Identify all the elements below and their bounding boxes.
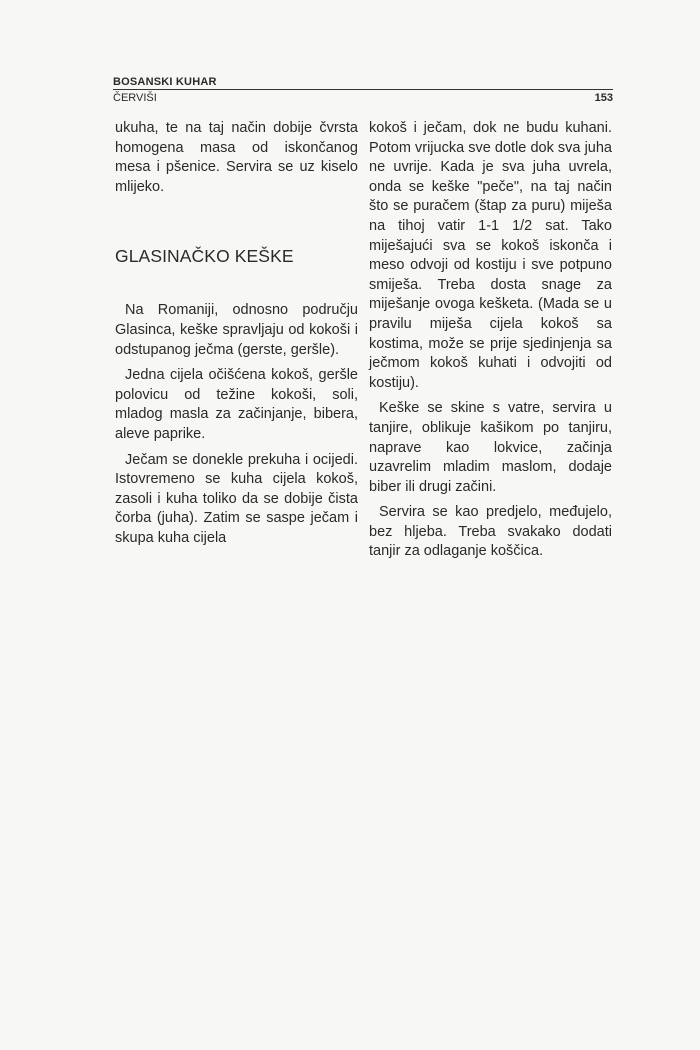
running-title: BOSANSKI KUHAR <box>113 76 217 88</box>
paragraph: Servira se kao predjelo, međujelo, bez hljeba. Treba svakako dodati tanjir za odlaganje koščica. <box>369 504 612 560</box>
paragraph: Na Romaniji, odnosno području Glasinca, keške spravljaju od kokoši i odstupanog ječma (gerste, geršle). <box>115 302 358 358</box>
page-header <box>113 76 613 104</box>
right-column <box>369 119 612 562</box>
paragraph: Jedna cijela očišćena kokoš, geršle polovicu od težine kokoši, soli, mladog masla za začinjanje, bibera, aleve paprike. <box>115 367 358 442</box>
recipe-heading: GLASINAČKO KEŠKE <box>115 246 294 267</box>
paragraph: kokoš i ječam, dok ne budu kuhani. Potom vrijucka sve dotle dok sva juha ne uvrije. Kada je sva juha uvrela, onda se keške "peče", na taj način što se puračem (štap za puru) miješa na tihoj vatir 1-1 1/2 sat. Tako miješajući sva se kokoš iskonča i meso odvoji od kostiju i sve potpuno smiješa. Treba dosta snage za miješanje ovoga kešketa. (Mada se u pravilu miješa cijela kokoš sa kostima, može se prije sjedinjenja sa ječmom kokoš kuhati i odvojiti od kostiju). <box>369 120 612 391</box>
paragraph: Keške se skine s vatre, servira u tanjire, oblikuje kašikom po tanjiru, naprave kao lokvice, začinja uzavrelim mladim maslom, dodaje biber ili drugi začini. <box>369 400 612 495</box>
left-column <box>115 119 358 549</box>
paragraph: ukuha, te na taj način dobije čvrsta homogena masa od iskončanog mesa i pšenice. Servira se uz kiselo mlijeko. <box>115 120 358 195</box>
header-rule <box>113 89 613 90</box>
chapter-title: ČERVIŠI <box>113 92 157 104</box>
page-number: 153 <box>594 92 613 104</box>
paragraph: Ječam se donekle prekuha i ocijedi. Istovremeno se kuha cijela kokoš, zasoli i kuha toliko da se dobije čista čorba (juha). Zatim se saspe ječam i skupa kuha cijela <box>115 451 358 546</box>
